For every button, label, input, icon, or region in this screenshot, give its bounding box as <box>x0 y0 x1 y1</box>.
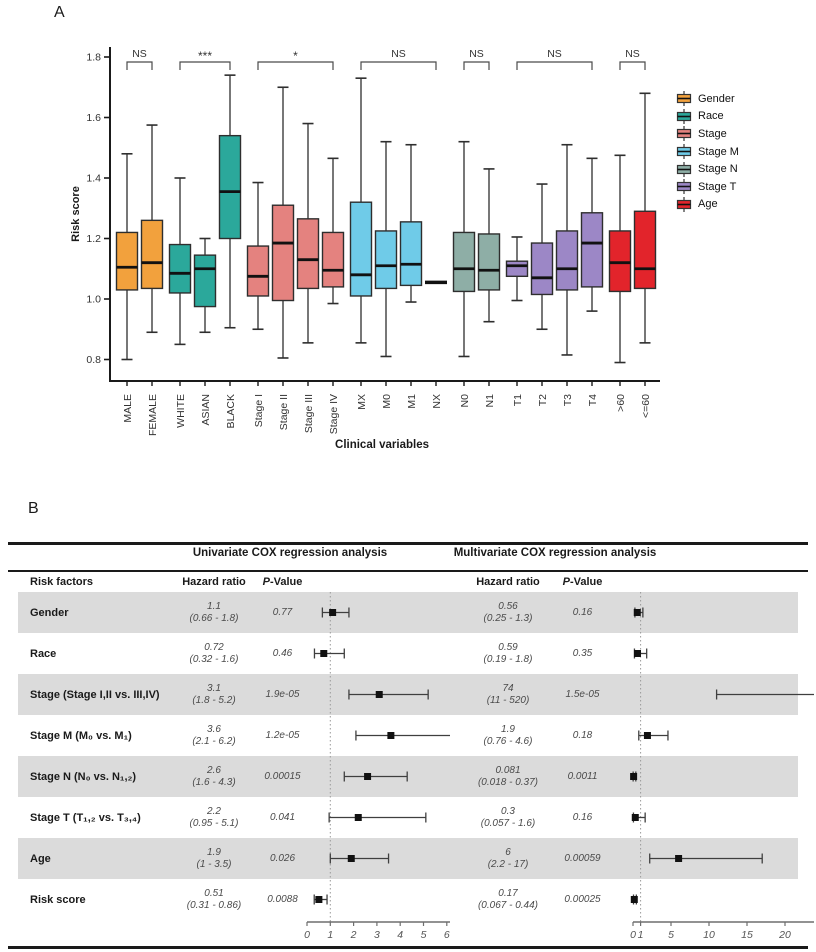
axis-tick-label: 3 <box>373 929 380 941</box>
multi-p-value: 0.16 <box>572 811 593 823</box>
x-tick-label: Stage IV <box>328 394 340 435</box>
risk-factor-label: Race <box>30 647 57 660</box>
x-tick-label: <=60 <box>640 394 652 418</box>
uni-hazard-ratio-value: 2.2 (0.95 - 5.1) <box>189 805 239 829</box>
risk-factor-label: Age <box>30 852 51 865</box>
x-tick-label: WHITE <box>175 394 187 428</box>
multi-hazard-ratio-value: 1.9 (0.76 - 4.6) <box>483 723 533 747</box>
risk-factor-label: Stage N (N₀ vs. N₁,₂) <box>30 770 137 783</box>
multi-p-value: 1.5e-05 <box>565 688 600 700</box>
univariate-title: Univariate COX regression analysis <box>192 547 388 559</box>
boxplot-glyph-icon <box>676 91 692 106</box>
y-tick-label: 1.6 <box>86 112 101 125</box>
x-tick-label: >60 <box>615 394 627 412</box>
axis-tick-label: 10 <box>703 929 715 941</box>
uni-hazard-ratio-value: 3.6 (2.1 - 6.2) <box>192 723 236 747</box>
multi-hazard-ratio-value: 0.59 (0.19 - 1.8) <box>483 641 533 665</box>
x-tick-label: T1 <box>512 394 524 407</box>
risk-factor-label: Gender <box>30 606 69 619</box>
uni-p-value: 0.041 <box>269 811 296 823</box>
risk-factor-label: Stage T (T₁,₂ vs. T₃,₄) <box>30 811 141 824</box>
risk-factor-label: Stage M (M₀ vs. M₁) <box>30 729 132 742</box>
uni-p-value: 1.9e-05 <box>265 688 300 700</box>
boxplot-glyph-icon <box>676 162 692 177</box>
significance-label: * <box>293 49 298 63</box>
multi-p-value: 0.18 <box>572 729 593 741</box>
table-row <box>0 879 816 920</box>
y-tick-label: 0.8 <box>86 354 101 367</box>
significance-label: NS <box>132 48 147 60</box>
multi-hazard-ratio-value: 0.081 (0.018 - 0.37) <box>477 764 539 788</box>
mid-rule <box>8 570 808 572</box>
uni-p-value: 0.77 <box>272 606 293 618</box>
table-row <box>0 674 816 715</box>
x-tick-label: Stage II <box>278 394 290 431</box>
significance-label: NS <box>547 48 562 60</box>
uni-p-value: 0.026 <box>269 852 296 864</box>
x-tick-label: N0 <box>459 394 471 408</box>
table-row <box>0 592 816 633</box>
boxplot-glyph-icon <box>676 197 692 212</box>
multi-p-value: 0.00025 <box>564 893 601 905</box>
top-rule <box>8 542 808 545</box>
legend-label: Gender <box>698 92 735 105</box>
boxplot-legend <box>676 90 739 213</box>
bottom-rule <box>8 946 808 949</box>
uni-hazard-ratio-value: 1.1 (0.66 - 1.8) <box>189 600 239 624</box>
table-row <box>0 633 816 674</box>
x-tick-label: Stage I <box>253 394 265 428</box>
uni-hazard-ratio-header: Hazard ratio <box>182 576 246 588</box>
uni-p-value: 0.46 <box>272 647 293 659</box>
multi-hazard-ratio-value: 0.56 (0.25 - 1.3) <box>483 600 533 624</box>
axis-tick-label: 5 <box>420 929 427 941</box>
table-row <box>0 715 816 756</box>
x-tick-label: T3 <box>562 394 574 407</box>
boxplot-glyph-icon <box>676 109 692 124</box>
multi-p-value: 0.16 <box>572 606 593 618</box>
legend-label: Stage T <box>698 180 737 193</box>
legend-item <box>676 125 739 143</box>
axis-tick-label: 2 <box>350 929 357 941</box>
multi-hazard-ratio-value: 0.17 (0.067 - 0.44) <box>477 887 539 911</box>
risk-factor-label: Stage (Stage I,II vs. III,IV) <box>30 688 160 701</box>
axis-tick-label: 6 <box>443 929 450 941</box>
legend-label: Stage <box>698 127 727 140</box>
legend-label: Race <box>698 110 724 123</box>
legend-item <box>676 196 739 214</box>
multi-hazard-ratio-header: Hazard ratio <box>476 576 540 588</box>
x-tick-label: BLACK <box>225 394 237 429</box>
legend-item <box>676 108 739 126</box>
multi-p-value: 0.35 <box>572 647 593 659</box>
axis-tick-label: 1 <box>327 929 334 941</box>
p-suffix: -Value <box>569 576 603 588</box>
x-tick-label: ASIAN <box>200 394 212 426</box>
x-tick-label: Stage III <box>303 394 315 434</box>
y-tick-label: 1.0 <box>86 293 101 306</box>
uni-hazard-ratio-value: 0.72 (0.32 - 1.6) <box>189 641 239 665</box>
axis-tick-label: 15 <box>741 929 753 941</box>
panel-b-forest-table <box>0 500 816 952</box>
y-tick-label: 1.2 <box>86 233 101 246</box>
uni-hazard-ratio-value: 0.51 (0.31 - 0.86) <box>186 887 242 911</box>
significance-label: NS <box>625 48 640 60</box>
multi-p-value: 0.00059 <box>564 852 601 864</box>
y-axis-title: Risk score <box>70 186 82 242</box>
x-tick-label: T2 <box>537 394 549 407</box>
legend-item <box>676 143 739 161</box>
multivariate-title: Multivariate COX regression analysis <box>453 547 657 559</box>
panel-b-label: B <box>28 500 39 517</box>
axis-tick-label: 20 <box>779 929 791 941</box>
legend-item <box>676 178 739 196</box>
uni-p-value-header <box>235 576 330 588</box>
multi-hazard-ratio-value: 74 (11 - 520) <box>486 682 530 706</box>
y-tick-label: 1.8 <box>86 51 101 64</box>
uni-p-value: 0.0088 <box>267 893 298 905</box>
x-tick-label: MX <box>356 394 368 410</box>
boxplot-glyph-icon <box>676 179 692 194</box>
risk-factor-label: Risk score <box>30 893 86 906</box>
axis-tick-label: 0 <box>304 929 310 941</box>
multi-p-value: 0.0011 <box>567 770 598 782</box>
x-tick-label: T4 <box>587 394 599 407</box>
uni-hazard-ratio-value: 3.1 (1.8 - 5.2) <box>192 682 236 706</box>
table-row <box>0 756 816 797</box>
uni-hazard-ratio-value: 2.6 (1.6 - 4.3) <box>192 764 236 788</box>
significance-label: NS <box>469 48 484 60</box>
legend-label: Stage N <box>698 163 738 176</box>
axis-tick-label: 4 <box>397 929 404 941</box>
axis-tick-label: 5 <box>668 929 674 941</box>
legend-label: Age <box>698 198 718 211</box>
x-axis-title: Clinical variables <box>335 439 429 451</box>
panel-a-label: A <box>54 4 65 21</box>
legend-item <box>676 90 739 108</box>
p-italic: P <box>562 576 570 588</box>
table-row <box>0 797 816 838</box>
boxplot-glyph-icon <box>676 126 692 141</box>
significance-label: *** <box>197 49 213 63</box>
legend-item <box>676 160 739 178</box>
axis-tick-label: 0 <box>630 929 636 941</box>
multi-hazard-ratio-value: 0.3 (0.057 - 1.6) <box>480 805 536 829</box>
significance-label: NS <box>391 48 406 60</box>
uni-p-value: 0.00015 <box>264 770 301 782</box>
table-row <box>0 838 816 879</box>
x-tick-label: FEMALE <box>147 394 159 437</box>
x-tick-label: M0 <box>381 394 393 409</box>
p-italic: P <box>262 576 270 588</box>
x-tick-label: M1 <box>406 394 418 409</box>
y-tick-label: 1.4 <box>86 172 101 185</box>
risk-factor-rows <box>0 592 816 920</box>
boxplot-glyph-icon <box>676 144 692 159</box>
uni-p-value: 1.2e-05 <box>265 729 300 741</box>
x-tick-label: NX <box>431 394 443 409</box>
axis-tick-label: 1 <box>637 929 644 941</box>
uni-hazard-ratio-value: 1.9 (1 - 3.5) <box>196 846 232 870</box>
x-tick-label: MALE <box>122 394 134 423</box>
multi-p-value-header <box>535 576 630 588</box>
legend-label: Stage M <box>698 145 739 158</box>
p-suffix: -Value <box>269 576 303 588</box>
risk-factors-header: Risk factors <box>30 576 93 588</box>
x-tick-label: N1 <box>484 394 496 408</box>
multi-hazard-ratio-value: 6 (2.2 - 17) <box>487 846 529 870</box>
